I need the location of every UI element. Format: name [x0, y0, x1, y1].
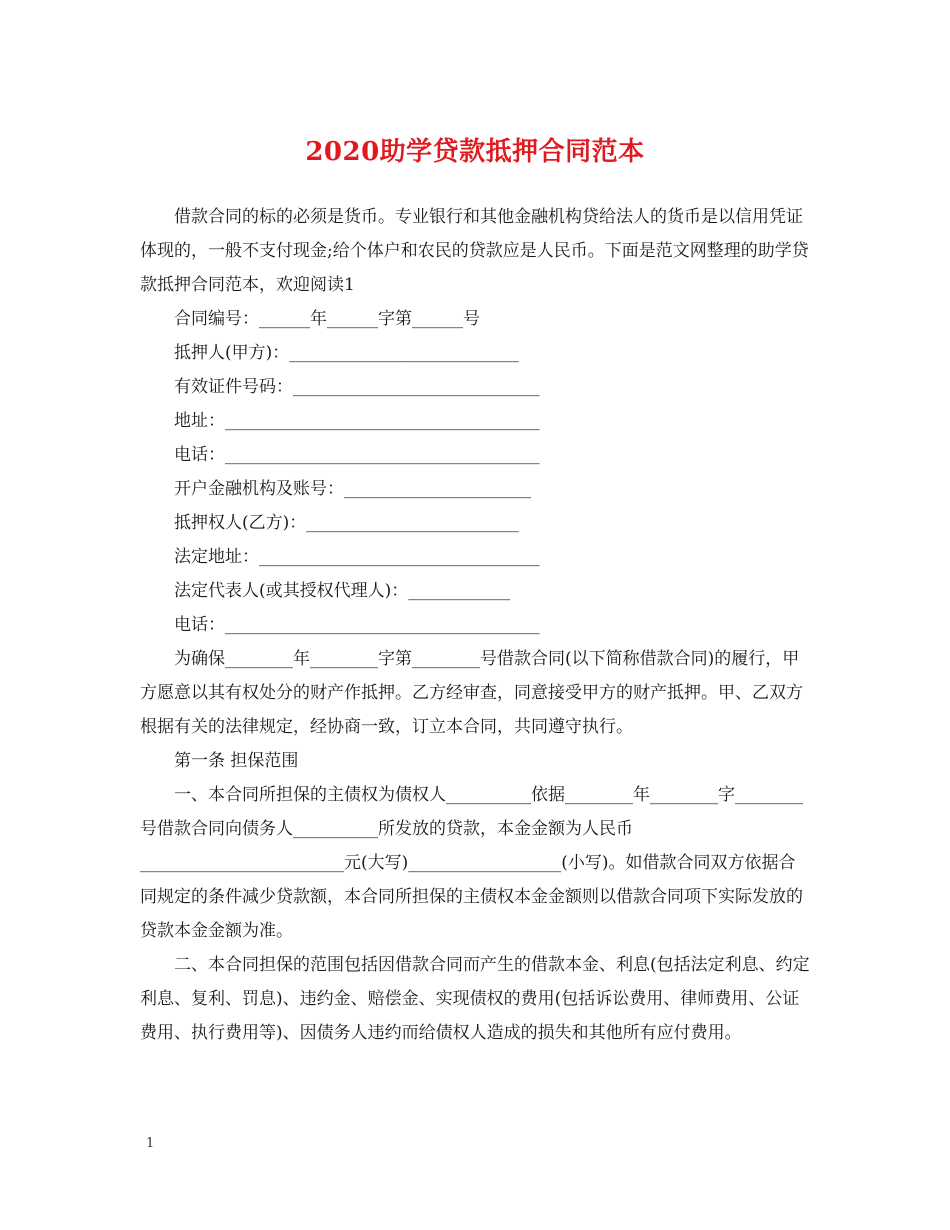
- document-title: 2020助学贷款抵押合同范本: [305, 137, 645, 167]
- article-1-clause-2: 二、本合同担保的范围包括因借款合同而产生的借款本金、利息(包括法定利息、约定利息、复利、罚息)、违约金、赔偿金、实现债权的费用(包括诉讼费用、律师费用、公证费用、执行费用等)、因债务人违约而给债权人造成的损失和其他所有应付费用。: [140, 955, 810, 1043]
- phone-line: 电话：_____________________________________: [174, 445, 540, 465]
- contract-number-line: 合同编号：______年______字第______号: [174, 309, 480, 329]
- page-number: 1: [146, 1136, 155, 1151]
- article-1-clause-1: 一、本合同所担保的主债权为债权人__________依据________年________字________号借款合同向债务人__________所发放的贷款，本金金额为人民币________________________元(大写)__________________(小写)。如借款合同双方依据合同规定的条件减少贷款额，本合同所担保的主债权本金金额则以借款合同项下实际发放的贷款本金金额为准。: [140, 785, 803, 941]
- intro-paragraph: 借款合同的标的必须是货币。专业银行和其他金融机构贷给法人的货币是以信用凭证体现的，一般不支付现金;给个体户和农民的贷款应是人民币。下面是范文网整理的助学贷款抵押合同范本，欢迎阅读1: [140, 207, 809, 295]
- phone-line-2: 电话：_____________________________________: [174, 615, 540, 635]
- purpose-paragraph: 为确保________年________字第________号借款合同(以下简称借款合同)的履行，甲方愿意以其有权处分的财产作抵押。乙方经审查，同意接受甲方的财产抵押。甲、乙双方根据有关的法律规定，经协商一致，订立本合同，共同遵守执行。: [140, 649, 803, 737]
- address-line: 地址：_____________________________________: [174, 411, 540, 431]
- legal-representative-line: 法定代表人(或其授权代理人)：____________: [174, 581, 511, 601]
- id-number-line: 有效证件号码：_____________________________: [174, 377, 540, 397]
- mortgagee-line: 抵押权人(乙方)：_________________________: [174, 513, 519, 533]
- article-1-heading: 第一条 担保范围: [174, 751, 299, 771]
- document-body: [140, 200, 812, 1050]
- bank-account-line: 开户金融机构及账号：______________________: [174, 479, 531, 499]
- legal-address-line: 法定地址：_________________________________: [174, 547, 540, 567]
- mortgagor-line: 抵押人(甲方)：___________________________: [174, 343, 519, 363]
